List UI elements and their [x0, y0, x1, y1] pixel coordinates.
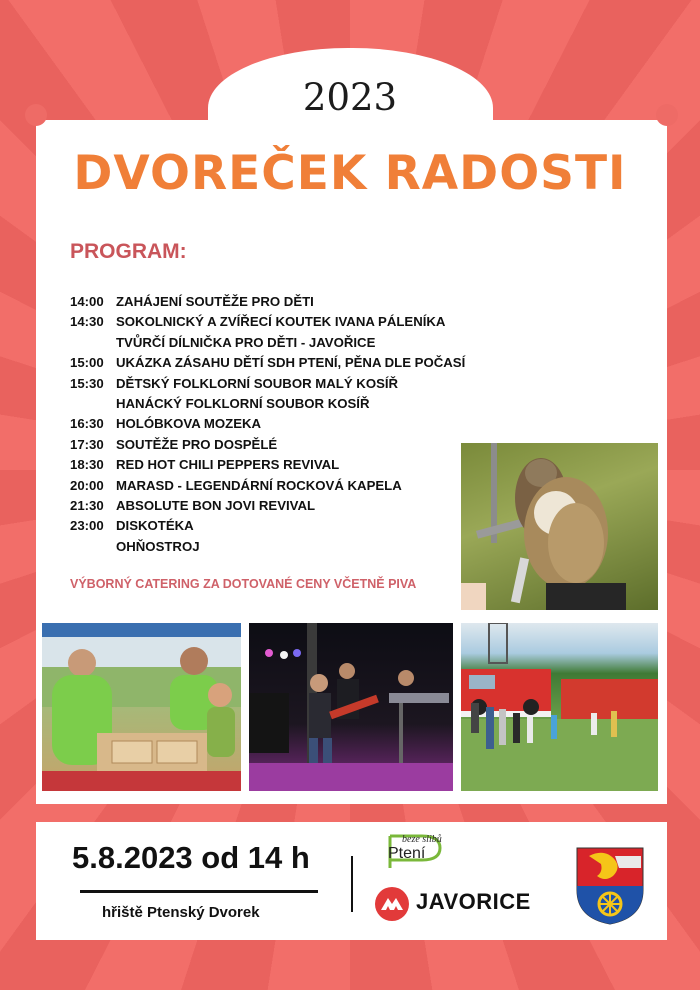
date-underline	[80, 890, 318, 893]
schedule-time: 20:00	[70, 477, 104, 493]
program-heading: PROGRAM:	[70, 240, 187, 263]
schedule-item: UKÁZKA ZÁSAHU DĚTÍ SDH PTENÍ, PĚNA DLE POČASÍ	[116, 355, 466, 371]
schedule-row	[70, 516, 490, 536]
schedule-item: RED HOT CHILI PEPPERS REVIVAL	[116, 457, 340, 473]
schedule-row	[70, 435, 490, 455]
pteni-logo	[382, 832, 450, 872]
schedule-row	[70, 312, 490, 332]
schedule-item: SOKOLNICKÝ A ZVÍŘECÍ KOUTEK IVANA PÁLENÍKA	[116, 314, 446, 330]
schedule-item: MARASD - LEGENDÁRNÍ ROCKOVÁ KAPELA	[116, 477, 402, 493]
event-title: DVOREČEK RADOSTI	[73, 146, 627, 201]
schedule-time: 14:30	[70, 314, 104, 330]
schedule-time: 15:00	[70, 355, 104, 371]
firetruck-photo	[461, 623, 658, 791]
schedule-time: 15:30	[70, 375, 104, 391]
schedule-row	[70, 292, 490, 312]
event-date: 5.8.2023 od 14 h	[72, 840, 310, 875]
schedule-item: DISKOTÉKA	[116, 518, 194, 534]
schedule-item: HOLÓBKOVA MOZEKA	[116, 416, 262, 432]
schedule-time: 21:30	[70, 497, 104, 513]
event-place: hřiště Ptenský Dvorek	[102, 904, 260, 921]
schedule-time: 23:00	[70, 518, 104, 534]
schedule-item: ABSOLUTE BON JOVI REVIVAL	[116, 497, 316, 513]
schedule-row	[70, 414, 490, 434]
schedule-time: 18:30	[70, 457, 104, 473]
schedule-row	[70, 476, 490, 496]
schedule-item: DĚTSKÝ FOLKLORNÍ SOUBOR MALÝ KOSÍŘ	[116, 375, 399, 391]
schedule-time: 14:00	[70, 294, 104, 309]
schedule-row	[70, 353, 490, 373]
band-photo	[249, 623, 453, 791]
catering-note: VÝBORNÝ CATERING ZA DOTOVANÉ CENY VČETNĚ PIVA	[70, 577, 417, 591]
vertical-divider	[351, 856, 353, 912]
schedule-row	[70, 537, 490, 557]
owl-photo	[461, 443, 658, 610]
schedule-item: ZAHÁJENÍ SOUTĚŽE PRO DĚTI	[116, 294, 314, 309]
schedule-row	[70, 394, 490, 414]
schedule-time: 17:30	[70, 436, 104, 452]
schedule-row	[70, 374, 490, 394]
schedule-item: SOUTĚŽE PRO DOSPĚLÉ	[116, 436, 278, 452]
village-crest	[575, 846, 645, 926]
schedule-row	[70, 333, 490, 353]
schedule-item: HANÁCKÝ FOLKLORNÍ SOUBOR KOSÍŘ	[116, 395, 370, 411]
event-year: 2023	[302, 76, 398, 119]
program-schedule	[70, 292, 490, 557]
workshop-photo	[42, 623, 241, 791]
schedule-row	[70, 455, 490, 475]
javorice-name: JAVORICE	[416, 889, 531, 914]
pteni-tagline: beze slibů	[402, 834, 442, 845]
pteni-name: Ptení	[388, 845, 426, 862]
javorice-logo	[374, 886, 531, 926]
javorice-mountain-icon	[374, 886, 410, 922]
schedule-time: 16:30	[70, 416, 104, 432]
schedule-item: TVŮRČÍ DÍLNIČKA PRO DĚTI - JAVOŘICE	[116, 334, 376, 350]
schedule-row	[70, 496, 490, 516]
schedule-item: OHŇOSTROJ	[116, 538, 200, 554]
